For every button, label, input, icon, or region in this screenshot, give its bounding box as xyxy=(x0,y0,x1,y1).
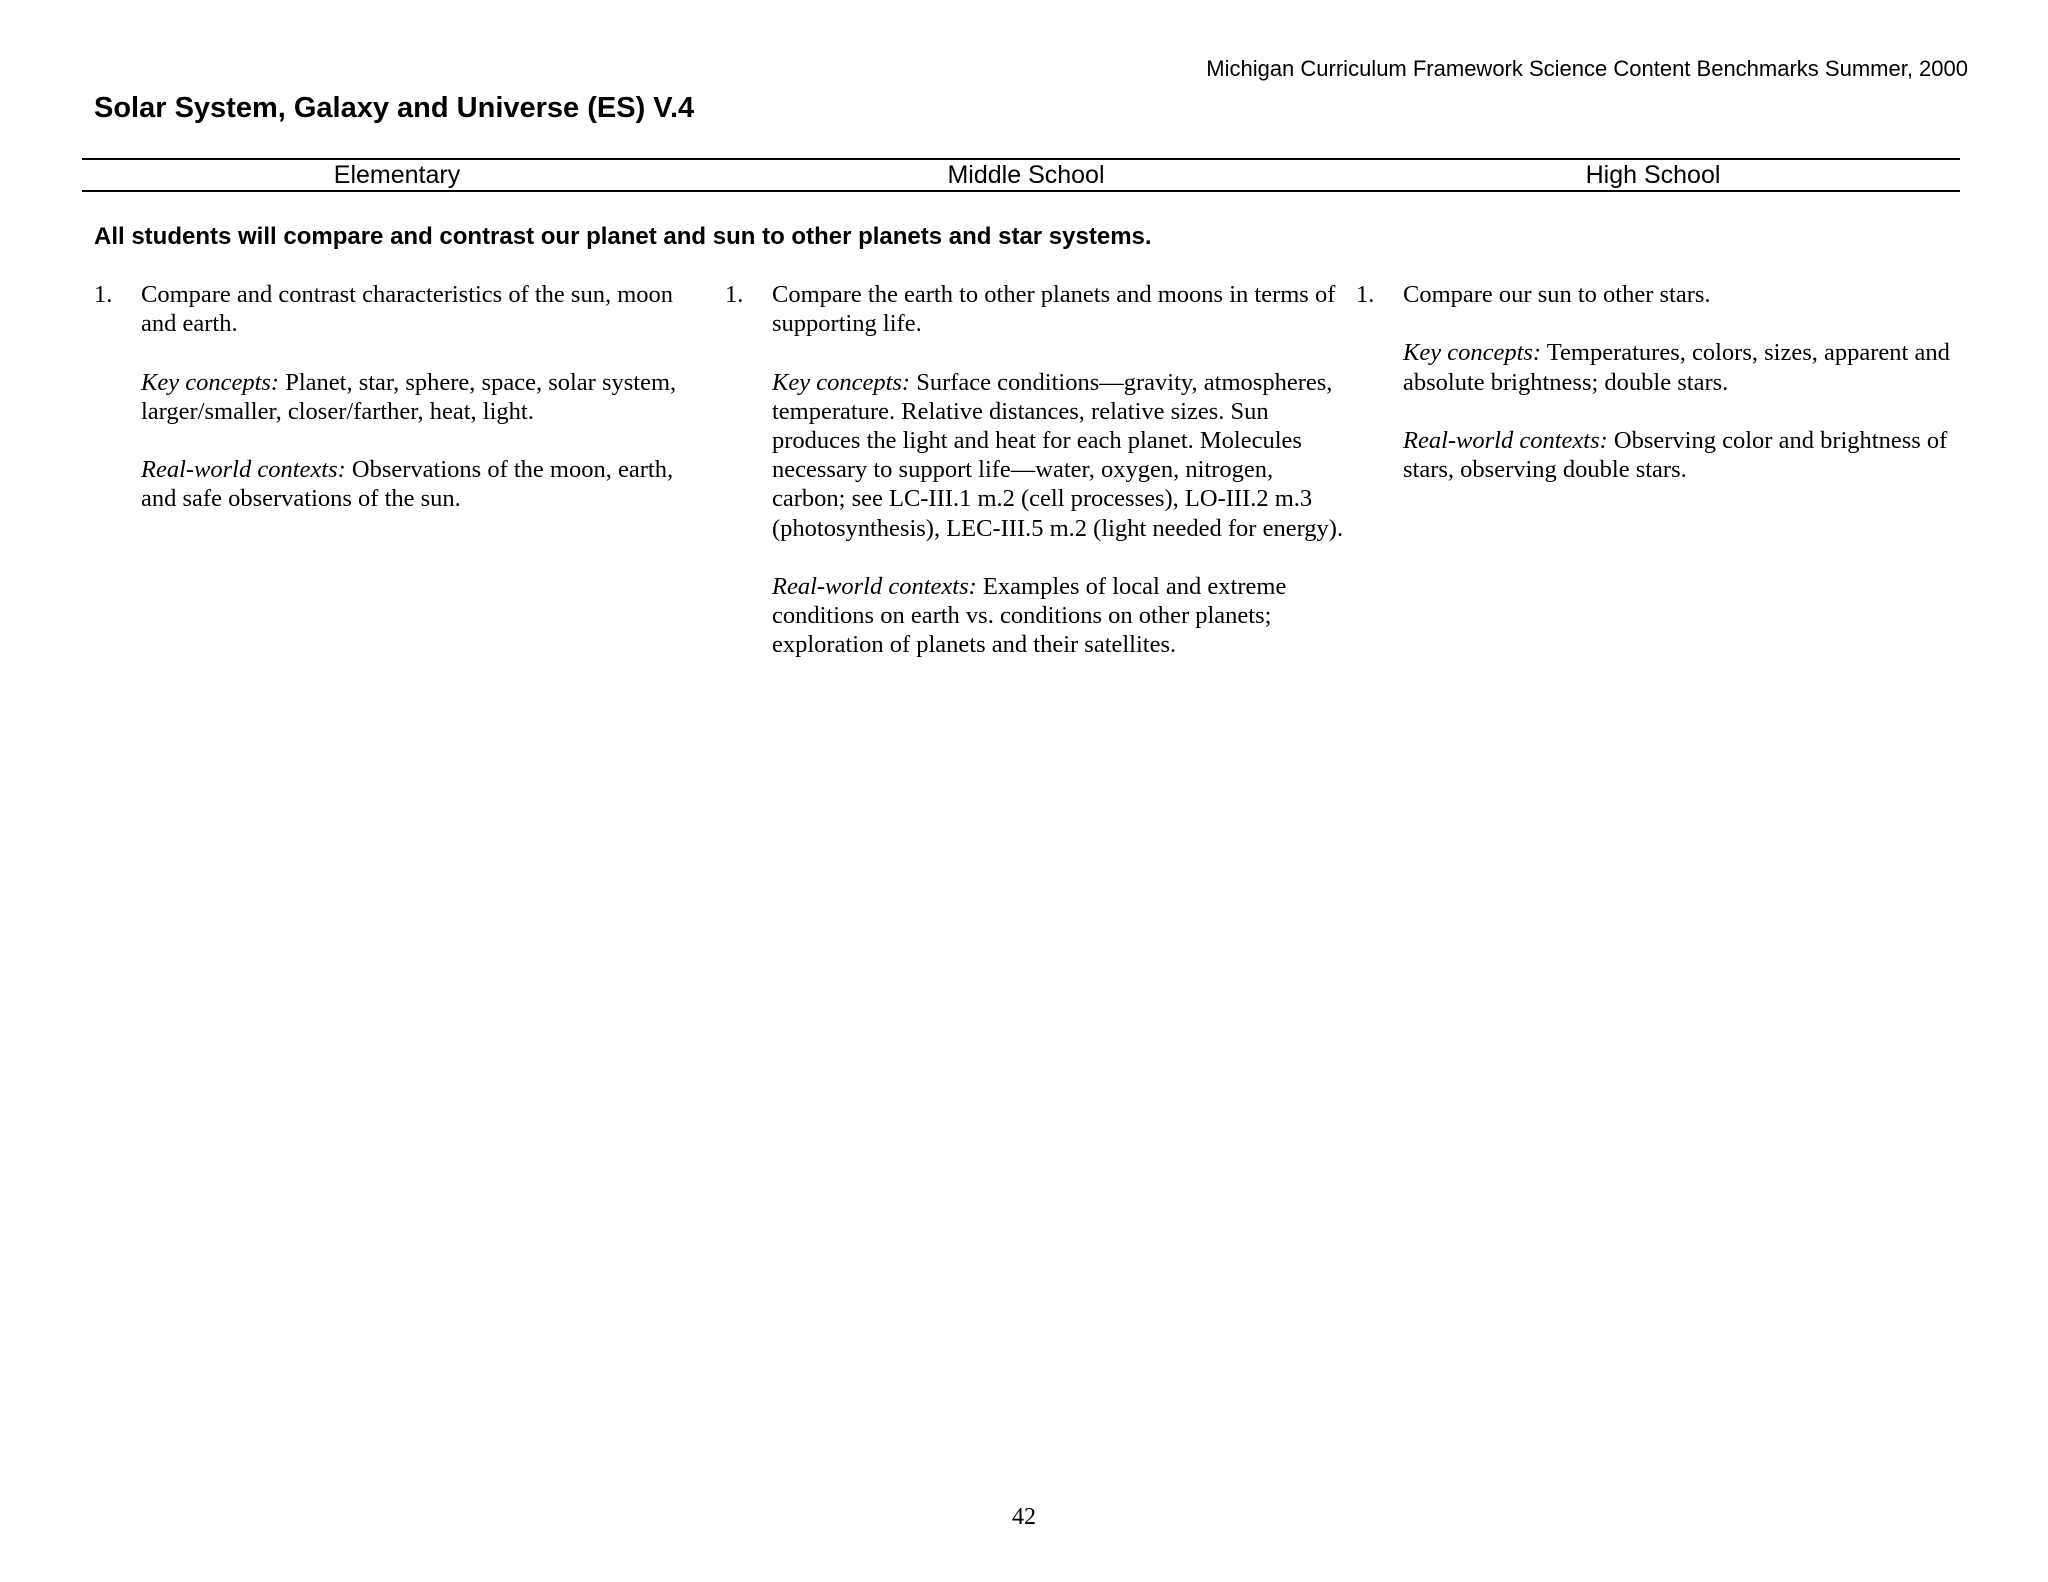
contexts-label: Real-world contexts: xyxy=(141,456,346,484)
document-source-header: Michigan Curriculum Framework Science Content Benchmarks Summer, 2000 xyxy=(1206,56,1968,81)
contexts-text: Observing color and brightness of stars, observing double stars. xyxy=(1403,426,1948,484)
item-number: 1. xyxy=(1356,281,1375,308)
contexts-label: Real-world contexts: xyxy=(1403,426,1608,454)
level-middle-school: Middle School xyxy=(947,161,1105,189)
item-number: 1. xyxy=(725,281,744,308)
level-high-school: High School xyxy=(1585,161,1721,189)
objective: Compare and contrast characteristics of the sun, moon and earth. xyxy=(141,281,674,338)
grade-level-header xyxy=(82,158,1960,192)
level-elementary: Elementary xyxy=(333,161,461,189)
key-concepts-text: Temperatures, colors, sizes, apparent and absolute brightness; double stars. xyxy=(1403,339,1950,396)
key-concepts-text: Surface conditions—gravity, atmospheres, temperature. Relative distances, relative sizes. Sun produces the light and heat for each planet. Molecules necessary to support life—water, oxygen, nitrogen, carbon; see LC-III.1 m.2 (cell processes), LO-III.2 m.3 (photosynthesis), LEC-III.5 m.2 (light needed for energy). xyxy=(772,368,1344,542)
key-concepts-label: Key concepts: xyxy=(141,368,280,396)
objective: Compare the earth to other planets and moons in terms of supporting life. xyxy=(772,281,1336,338)
contexts-text: Examples of local and extreme conditions on earth vs. conditions on other planets; exploration of planets and their satellites. xyxy=(772,573,1287,659)
benchmark-item xyxy=(772,280,1350,689)
real-world-contexts xyxy=(141,455,706,513)
page-title: Solar System, Galaxy and Universe (ES) V.4 xyxy=(94,92,695,124)
contexts-text: Observations of the moon, earth, and safe observations of the sun. xyxy=(141,456,674,513)
item-number: 1. xyxy=(94,281,113,308)
contexts-label: Real-world contexts: xyxy=(772,573,977,600)
key-concepts-text: Planet, star, sphere, space, solar system, larger/smaller, closer/farther, heat, light. xyxy=(141,368,677,425)
benchmark-item xyxy=(1403,280,1976,514)
key-concepts-label: Key concepts: xyxy=(772,368,911,396)
key-concepts xyxy=(1403,338,1976,396)
real-world-contexts xyxy=(1403,426,1976,484)
benchmark-item xyxy=(141,280,706,543)
objective: Compare our sun to other stars. xyxy=(1403,281,1711,308)
key-concepts xyxy=(141,368,706,426)
key-concepts xyxy=(772,368,1350,543)
key-concepts-label: Key concepts: xyxy=(1403,339,1542,367)
real-world-contexts xyxy=(772,572,1350,660)
content-standard: All students will compare and contrast our planet and sun to other planets and star systems. xyxy=(94,223,1152,250)
page-number: 42 xyxy=(1012,1504,1036,1530)
